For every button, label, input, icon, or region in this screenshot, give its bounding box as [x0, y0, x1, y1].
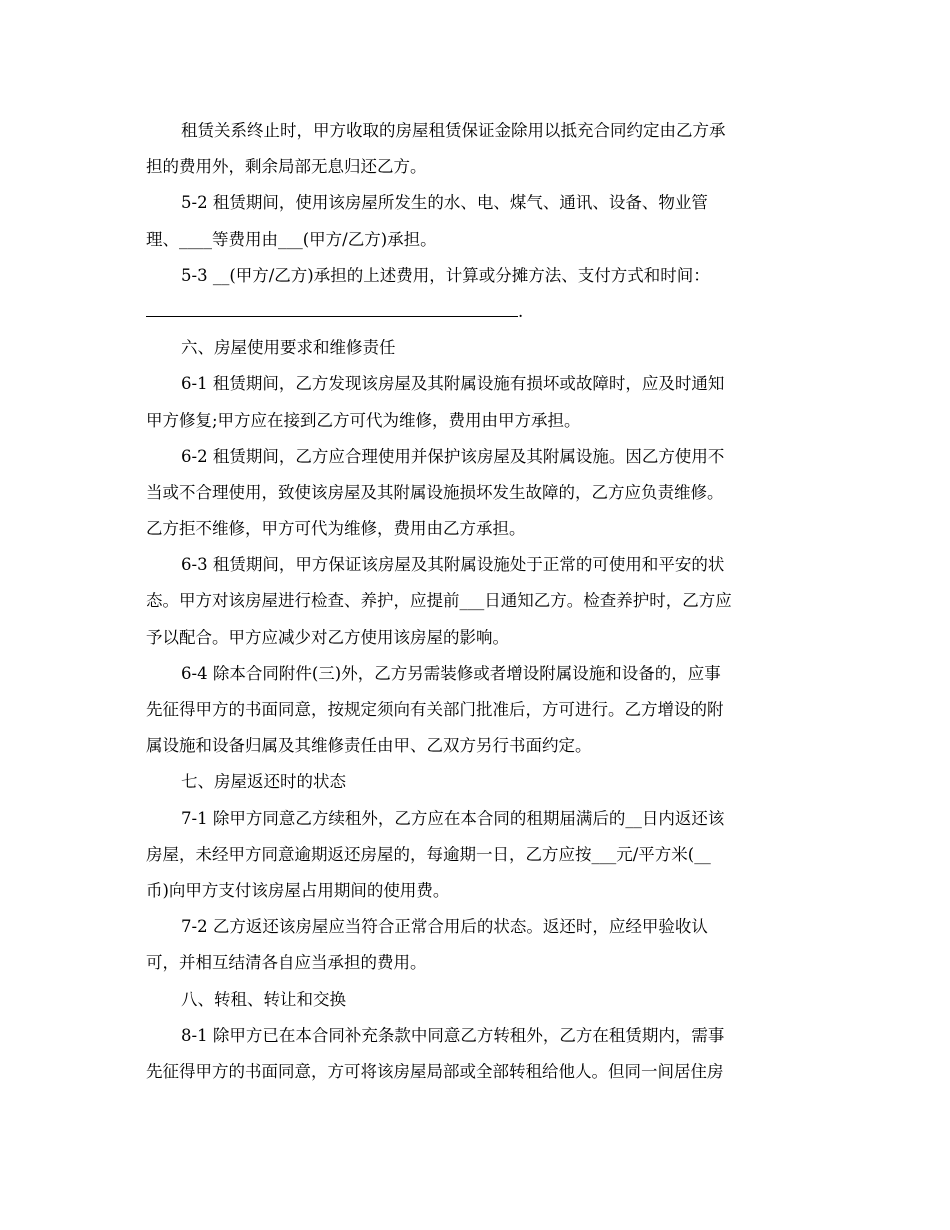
section-heading: 六、房屋使用要求和维修责任	[181, 338, 396, 358]
paragraph-line: 6-4 除本合同附件(三)外，乙方另需装修或者增设附属设施和设备的，应事	[181, 663, 721, 683]
paragraph-line: 先征得甲方的书面同意，方可将该房屋局部或全部转租给他人。但同一间居住房	[146, 1061, 724, 1081]
paragraph-line: 担的费用外，剩余局部无息归还乙方。	[146, 157, 427, 177]
paragraph-line: 租赁关系终止时，甲方收取的房屋租赁保证金除用以抵充合同约定由乙方承	[181, 121, 726, 140]
blank-fill-line	[146, 294, 806, 330]
paragraph-line: 态。甲方对该房屋进行检查、养护，应提前___日通知乙方。检查养护时，乙方应	[146, 591, 732, 611]
paragraph-line: 甲方修复;甲方应在接到乙方可代为维修，费用由甲方承担。	[146, 410, 581, 430]
paragraph-line: 属设施和设备归属及其维修责任由甲、乙双方另行书面约定。	[146, 736, 592, 756]
paragraph-line: 乙方拒不维修，甲方可代为维修，费用由乙方承担。	[146, 519, 526, 539]
paragraph-line: 予以配合。甲方应减少对乙方使用该房屋的影响。	[146, 627, 509, 647]
paragraph-line: 6-1 租赁期间，乙方发现该房屋及其附属设施有损坏或故障时，应及时通知	[181, 374, 725, 394]
paragraph-line: 先征得甲方的书面同意，按规定须向有关部门批准后，方可进行。乙方增设的附	[146, 700, 724, 719]
paragraph-line: 可，并相互结清各自应当承担的费用。	[146, 953, 427, 973]
paragraph-line: 6-3 租赁期间，甲方保证该房屋及其附属设施处于正常的可使用和平安的状	[181, 555, 725, 575]
period-mark: .	[518, 301, 524, 321]
paragraph-line: 理、____等费用由___(甲方/乙方)承担。	[146, 229, 437, 249]
paragraph-line: 8-1 除甲方已在本合同补充条款中同意乙方转租外，乙方在租赁期内，需事	[181, 1025, 725, 1045]
document-body	[146, 113, 806, 1090]
paragraph-line: 5-2 租赁期间，使用该房屋所发生的水、电、煤气、通讯、设备、物业管	[181, 193, 708, 213]
paragraph-line: 币)向甲方支付该房屋占用期间的使用费。	[146, 880, 450, 900]
section-heading: 八、转租、转让和交换	[181, 989, 346, 1009]
paragraph-line: 房屋，未经甲方同意逾期返还房屋的，每逾期一日，乙方应按___元/平方米(__	[146, 844, 711, 864]
fill-in-blank-rule	[146, 296, 518, 317]
paragraph-line: 5-3 __(甲方/乙方)承担的上述费用，计算或分摊方法、支付方式和时间：	[181, 265, 710, 285]
paragraph-line: 6-2 租赁期间，乙方应合理使用并保护该房屋及其附属设施。因乙方使用不	[181, 446, 725, 466]
paragraph-line: 7-2 乙方返还该房屋应当符合正常合用后的状态。返还时，应经甲验收认	[181, 917, 708, 937]
paragraph-line: 当或不合理使用，致使该房屋及其附属设施损坏发生故障的，乙方应负责维修。	[146, 482, 724, 502]
section-heading: 七、房屋返还时的状态	[181, 772, 346, 792]
paragraph-line: 7-1 除甲方同意乙方续租外，乙方应在本合同的租期届满后的__日内返还该	[181, 808, 725, 828]
